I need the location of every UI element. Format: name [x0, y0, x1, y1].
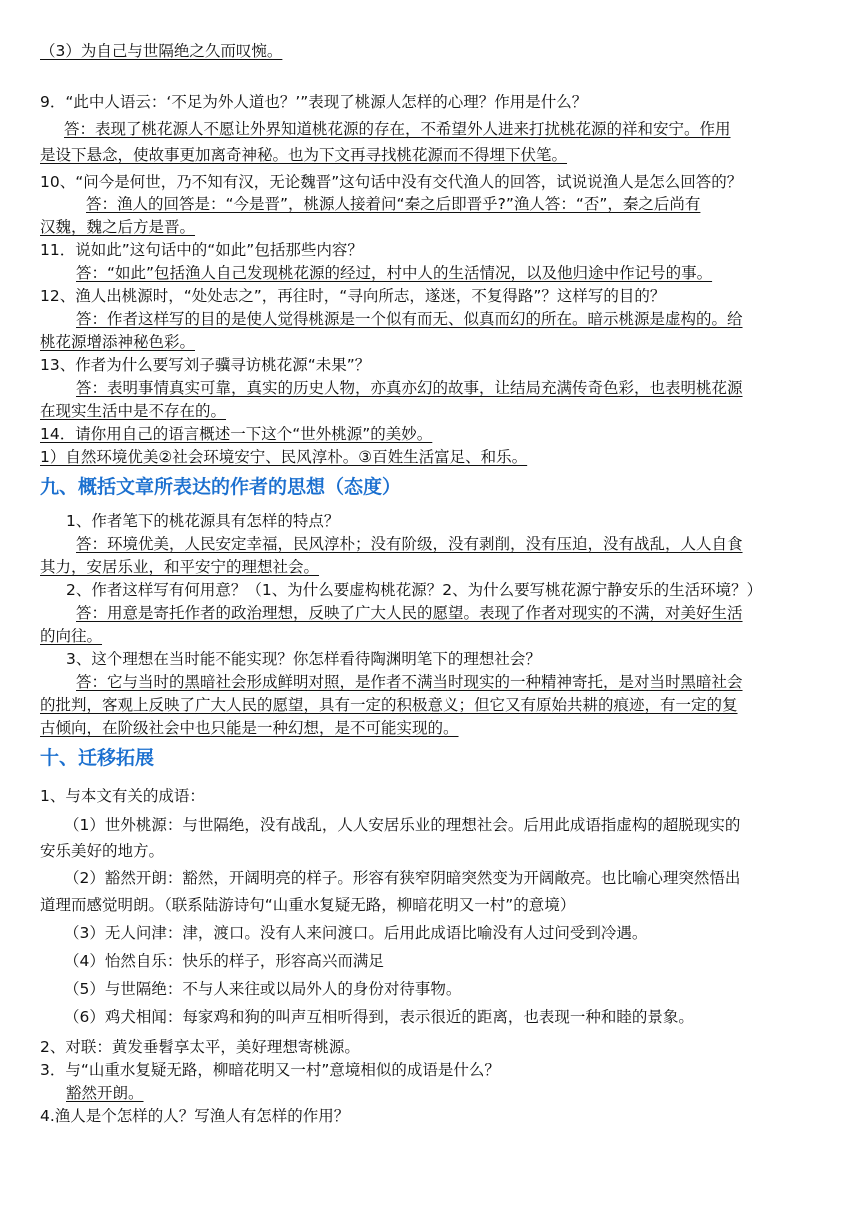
answer-line: 豁然开朗。 [66, 1084, 144, 1102]
idiom-line: 道理而感觉明朗。（联系陆游诗句“山重水复疑无路，柳暗花明又一村”的意境） [40, 896, 576, 914]
answer-line: 古倾向，在阶级社会中也只能是一种幻想，是不可能实现的。 [40, 719, 459, 737]
item-idioms-title: 1、与本文有关的成语： [40, 787, 205, 805]
question-13: 13、作者为什么要写刘子骥寻访桃花源“未果”？ [40, 356, 371, 374]
answer-line: 的向往。 [40, 627, 103, 645]
question-14: 14．请你用自己的语言概述一下这个“世外桃源”的美妙。 [40, 425, 433, 443]
answer-line: 答：表明事情真实可靠，真实的历史人物，亦真亦幻的故事，让结局充满传奇色彩，也表明桃花源 [76, 379, 743, 397]
idiom-line: （1）世外桃源：与世隔绝，没有战乱，人人安居乐业的理想社会。后用此成语指虚构的超脱现实的 [64, 816, 741, 834]
question-3: 3、这个理想在当时能不能实现？你怎样看待陶渊明笔下的理想社会？ [66, 650, 541, 668]
question-11: 11．说如此”这句话中的“如此”包括那些内容？ [40, 241, 363, 259]
answer-line: （3）为自己与世隔绝之久而叹惋。 [40, 42, 283, 60]
question-12: 12、渔人出桃源时，“处处志之”，再往时，“寻向所志，遂迷，不复得路”？这样写的目的？ [40, 287, 666, 305]
answer-line: 的批判，客观上反映了广大人民的愿望，具有一定的积极意义；但它又有原始共耕的痕迹，有一定的复 [40, 696, 738, 714]
idiom-line: （4）怡然自乐：快乐的样子，形容高兴而满足 [64, 952, 384, 970]
answer-line: 答：渔人的回答是：“今是晋”，桃源人接着问“秦之后即晋乎?”渔人答：“否”，秦之后尚有 [86, 195, 701, 213]
idiom-line: （6）鸡犬相闻：每家鸡和狗的叫声互相听得到，表示很近的距离，也表现一种和睦的景象。 [64, 1008, 694, 1026]
answer-line: 答：用意是寄托作者的政治理想，反映了广大人民的愿望。表现了作者对现实的不满，对美好生活 [76, 604, 743, 622]
answer-line: 答：作者这样写的目的是使人觉得桃源是一个似有而无、似真而幻的所在。暗示桃源是虚构的。给 [76, 310, 743, 328]
answer-line: 答：表现了桃花源人不愿让外界知道桃花源的存在，不希望外人进来打扰桃花源的祥和安宁。作用 [64, 120, 731, 138]
idiom-line: （3）无人问津：津，渡口。没有人来问渡口。后用此成语比喻没有人过问受到冷遇。 [64, 924, 648, 942]
answer-line: 是设下悬念，使故事更加离奇神秘。也为下文再寻找桃花源而不得埋下伏笔。 [40, 146, 568, 164]
answer-line: 桃花源增添神秘色彩。 [40, 333, 196, 351]
answer-line: 其力，安居乐业，和平安宁的理想社会。 [40, 558, 320, 576]
question-9: 9．“此中人语云：‘不足为外人道也？’”表现了桃源人怎样的心理？作用是什么？ [40, 93, 588, 111]
answer-line: 答：“如此”包括渔人自己发现桃花源的经过，村中人的生活情况，以及他归途中作记号的事。 [76, 264, 713, 282]
idiom-line: 安乐美好的地方。 [40, 842, 165, 860]
answer-line: 答：它与当时的黑暗社会形成鲜明对照，是作者不满当时现实的一种精神寄托，是对当时黑暗社会 [76, 673, 743, 691]
question-10: 10、“问今是何世，乃不知有汉，无论魏晋”这句话中没有交代渔人的回答，试说说渔人是怎么回答的？ [40, 173, 743, 191]
section-heading-9: 九、概括文章所表达的作者的思想（态度） [40, 476, 402, 498]
answer-line: 汉魏，魏之后方是晋。 [40, 218, 196, 236]
question-3-idiom: 3．与“山重水复疑无路，柳暗花明又一村”意境相似的成语是什么？ [40, 1061, 500, 1079]
question-1: 1、作者笔下的桃花源具有怎样的特点？ [66, 512, 340, 530]
answer-line: 1）自然环境优美②社会环境安宁、民风淳朴。③百姓生活富足、和乐。 [40, 448, 528, 466]
section-heading-10: 十、迁移拓展 [40, 747, 155, 769]
answer-line: 答：环境优美，人民安定幸福，民风淳朴；没有阶级，没有剥削，没有压迫，没有战乱，人人自食 [76, 535, 743, 553]
question-2: 2、作者这样写有何用意？（1、为什么要虚构桃花源？2、为什么要写桃花源宁静安乐的生活环境？） [66, 581, 763, 599]
idiom-line: （5）与世隔绝：不与人来往或以局外人的身份对待事物。 [64, 980, 462, 998]
question-4: 4.渔人是个怎样的人？写渔人有怎样的作用？ [40, 1107, 350, 1125]
answer-line: 在现实生活中是不存在的。 [40, 402, 227, 420]
couplet-line: 2、对联：黄发垂髫享太平，美好理想寄桃源。 [40, 1038, 360, 1056]
idiom-line: （2）豁然开朗：豁然，开阔明亮的样子。形容有狭窄阴暗突然变为开阔敞亮。也比喻心理突然悟出 [64, 869, 741, 887]
